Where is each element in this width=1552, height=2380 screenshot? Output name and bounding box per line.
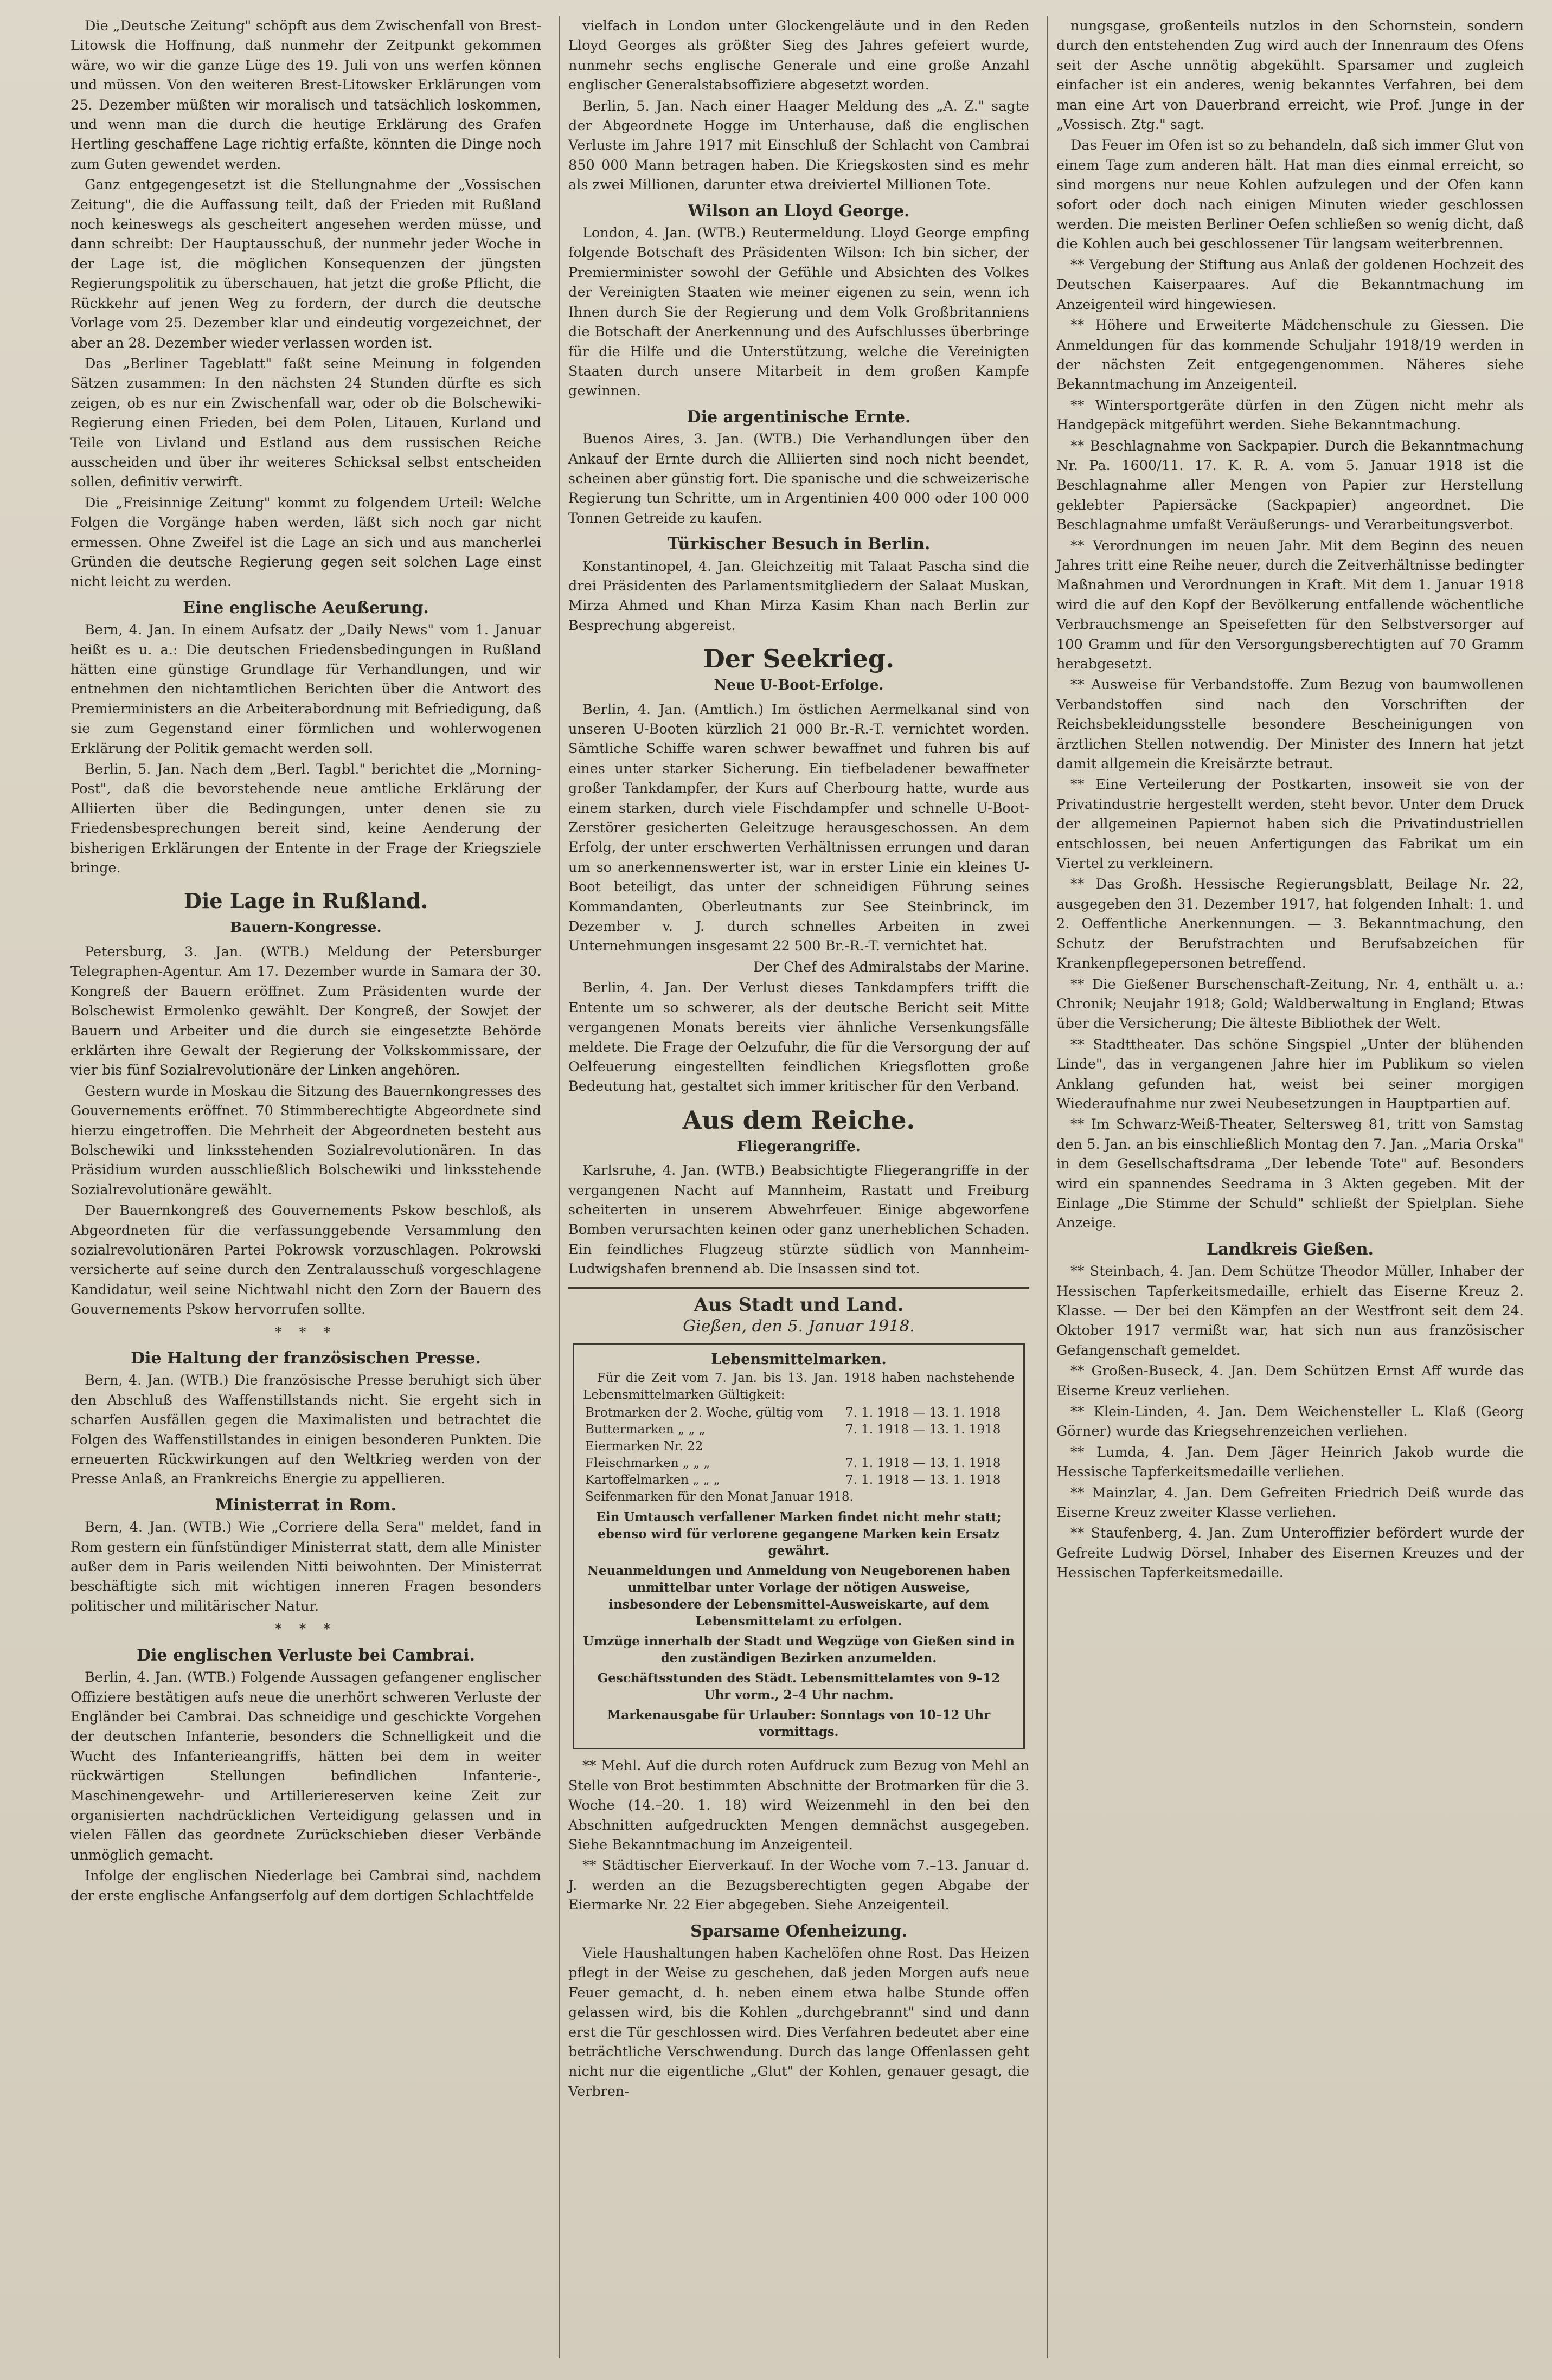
section-heading: Sparsame Ofenheizung. xyxy=(690,1921,907,1941)
article-paragraph: ** Verordnungen im neuen Jahr. Mit dem Beginn des neuen Jahres tritt eine Reihe neuer, durch die Zeitverhältnisse bedingter Maßnahmen und Verordnungen in Kraft. Mit dem 1. Januar 1918 wird die auf den Kopf der Bevölkerung entfallende wöchentliche Verbrauchsmenge an Speisefetten für den Selbstversorger auf 100 Gramm und für den Versorgungsberechtigten auf 70 Gramm herabgesetzt. xyxy=(1056,537,1524,672)
article-paragraph: ** Städtischer Eierverkauf. In der Woche vom 7.–13. Januar d. J. werden an die Bezugsberechtigten gegen Abgabe der Eiermarke Nr. 22 Eier abgegeben. Siehe Anzeigenteil. xyxy=(568,1857,1029,1914)
article-paragraph: ** Ausweise für Verbandstoffe. Zum Bezug von baumwollenen Verbandstoffen sind nach den Vorschriften der Reichsbekleidungsstelle besondere Bescheinigungen von ärztlichen Stellen notwendig. Der Minister des Innern hat jetzt damit allgemein die Kreisärzte betraut. xyxy=(1056,677,1524,773)
section-heading: Die Haltung der französischen Presse. xyxy=(131,1349,481,1368)
table-row xyxy=(583,1455,1015,1472)
separator-stars: * * * xyxy=(274,1621,337,1638)
table-row xyxy=(583,1405,1015,1421)
section-subheading: Fliegerangriffe. xyxy=(737,1138,861,1155)
article-paragraph: Das „Berliner Tageblatt" faßt seine Meinung in folgenden Sätzen zusammen: In den nächsten 24 Stunden dürfte es sich zeigen, ob es nur ein Zwischenfall war, oder ob die Bolschewiki-Regierung einen Frieden, bei dem Polen, Litauen, Kurland und Teile von Livland und Estland aus dem russischen Reiche ausscheiden und über ihr weiteres Schicksal selbst entscheiden sollen, definitiv verwirft. xyxy=(70,355,541,491)
column-1 xyxy=(70,16,548,2358)
article-signature: Der Chef des Admiralstabs der Marine. xyxy=(753,959,1029,975)
section-heading: Die argentinische Ernte. xyxy=(687,407,911,427)
table-row xyxy=(583,1438,1015,1455)
article-paragraph: Viele Haushaltungen haben Kachelöfen ohne Rost. Das Heizen pflegt in der Weise zu geschehen, daß jeden Morgen aufs neue Feuer gemacht, d. h. neben einem etwa halbe Stunde offen gelassen wird, bis die Kohlen „durchgebrannt" sind und dann erst die Tür geschlossen wird. Dies Verfahren bedeutet aber eine beträchtliche Verschwendung. Durch das lange Offenlassen geht nicht nur die eigentliche „Glut" der Kohlen, genauer gesagt, die Verbren- xyxy=(568,1945,1029,2100)
section-heading: Landkreis Gießen. xyxy=(1207,1239,1374,1259)
table-cell: Kartoffelmarken „ „ „ xyxy=(585,1473,720,1488)
article-paragraph: Gestern wurde in Moskau die Sitzung des Bauernkongresses des Gouvernements eröffnet. 70 Stimmberechtigte Abgeordnete sind hierzu eingetroffen. Die Mehrheit der Abgeordneten besteht aus Bolschewiki und linksstehenden Sozialrevolutionären. In das Präsidium wurden ausschließlich Bolschewiki und linksstehende Sozialrevolutionäre gewählt. xyxy=(70,1083,541,1198)
article-paragraph: Berlin, 4. Jan. (Amtlich.) Im östlichen Aermelkanal sind von unseren U-Booten kürzlich 21 000 Br.-R.-T. vernichtet worden. Sämtliche Schiffe waren schwer bewaffnet und fuhren bis auf eines unter starker Sicherung. Ein tiefbeladener bewaffneter großer Tankdampfer, der Kurs auf Cherbourg hatte, wurde aus einem starken, durch viele Fischdampfer und schnelle U-Boot-Zerstörer gesicherten Geleitzuge herausgeschossen. An dem Erfolg, der unter erschwerten Verhältnissen errungen und daran um so anerkennenswerter ist, war in erster Linie ein kleines U-Boot beteiligt, das unter der schneidigen Führung seines Kommandanten, Oberleutnants zur See Steinbrinck, im Dezember v. J. durch schnelles Arbeiten in zwei Unternehmungen insgesamt 22 500 Br.-R.-T. vernichtet hat. xyxy=(568,701,1029,955)
section-subheading: Neue U-Boot-Erfolge. xyxy=(714,677,884,694)
table-cell: Fleischmarken „ „ „ xyxy=(585,1456,710,1471)
article-paragraph: Die „Deutsche Zeitung" schöpft aus dem Zwischenfall von Brest-Litowsk die Hoffnung, daß nunmehr der Zeitpunkt gekommen wäre, wo wir die ganze Lüge des 19. Juli von uns werfen können und müssen. Von den weiteren Brest-Litowsker Erklärungen vom 25. Dezember müßten wir moralisch und tatsächlich loskommen, und wenn man die durch die heutige Erklärung des Grafen Hertling geschaffene Lage richtig erfaßte, könnten die Dinge noch zum Guten gewendet werden. xyxy=(70,18,541,172)
article-paragraph: Bern, 4. Jan. In einem Aufsatz der „Daily News" vom 1. Januar heißt es u. a.: Die deutschen Friedensbedingungen in Rußland hätten eine günstige Grundlage für Verhandlungen, und wir entnehmen den nichtamtlichen Berichten über die Antwort des Premierministers an die Arbeiterabordnung mit Befriedigung, daß sie zum Gegenstand einer förmlichen und wohlerwogenen Erklärung der Politik gemacht werden soll. xyxy=(70,622,541,757)
article-paragraph: Bern, 4. Jan. (WTB.) Die französische Presse beruhigt sich über den Abschluß des Waffenstillstands nicht. Sie ergeht sich in scharfen Ausfällen gegen die Maximalisten und betrachtet die Folgen des Waffenstillstandes in einigen besonderen Punkten. Die erneuerten Rückwirkungen auf den Weltkrieg werden von der Presse Anlaß, an Frankreichs Energie zu appellieren. xyxy=(70,1372,541,1488)
column-3 xyxy=(1047,16,1524,2358)
section-heading: Die englischen Verluste bei Cambrai. xyxy=(137,1645,475,1665)
article-paragraph: London, 4. Jan. (WTB.) Reutermeldung. Lloyd George empfing folgende Botschaft des Präsidenten Wilson: Ich bin sicher, der Premierminister sowohl der Gefühle und Absichten des Volkes der Vereinigten Staaten wie meiner eigenen zu sein, wenn ich Ihnen durch Sie der Regierung und dem Volk Großbritanniens die Botschaft der Anerkennung und des Aufschlusses überbringe für die Hilfe und die Unterstützung, welche die Vereinigten Staaten durch unsere Mitarbeit in dem großen Kampfe gewinnen. xyxy=(568,225,1029,400)
section-heading: Eine englische Aeußerung. xyxy=(183,598,429,617)
section-heading: Die Lage in Rußland. xyxy=(184,889,428,914)
article-paragraph: ** Staufenberg, 4. Jan. Zum Unteroffizier befördert wurde der Gefreite Ludwig Dörsel, Inhaber des Eisernen Kreuzes und der Hessischen Tapferkeitsmedaille. xyxy=(1056,1525,1524,1581)
table-cell xyxy=(843,1438,1015,1455)
table-cell: 7. 1. 1918 — 13. 1. 1918 xyxy=(845,1473,1001,1488)
table-row xyxy=(583,1421,1015,1438)
article-paragraph: ** Höhere und Erweiterte Mädchenschule zu Giessen. Die Anmeldungen für das kommende Schuljahr 1918/19 werden in der nächsten Zeit entgegengenommen. Näheres siehe Bekanntmachung im Anzeigenteil. xyxy=(1056,317,1524,393)
article-paragraph: ** Das Großh. Hessische Regierungsblatt, Beilage Nr. 22, ausgegeben den 31. Dezember 1917, hat folgenden Inhalt: 1. und 2. Oeffentliche Anerkennungen. — 3. Bekanntmachung, den Schutz der Berufstrachten und Berufsabzeichen für Krankenpflegepersonen betreffend. xyxy=(1056,876,1524,972)
article-paragraph: ** Mainzlar, 4. Jan. Dem Gefreiten Friedrich Deiß wurde das Eiserne Kreuz zweiter Klasse verliehen. xyxy=(1056,1484,1524,1521)
section-heading: Wilson an Lloyd George. xyxy=(688,201,910,221)
article-paragraph: Konstantinopel, 4. Jan. Gleichzeitig mit Talaat Pascha sind die drei Präsidenten des Parlamentsmitgliedern der Salaat Muskan, Mirza Ahmed und Khan Mirza Kasim Khan nach Berlin zur Besprechung abgereist. xyxy=(568,558,1029,634)
table-cell: 7. 1. 1918 — 13. 1. 1918 xyxy=(845,1423,1001,1437)
article-paragraph: Bern, 4. Jan. (WTB.) Wie „Corriere della Sera" meldet, fand in Rom gestern ein fünfstündiger Ministerrat statt, dem alle Minister außer dem in Paris weilenden Nitti beiwohnten. Der Ministerrat beschäftigte sich mit wichtigen inneren Fragen besonders politischer und militärischer Natur. xyxy=(70,1519,541,1614)
article-paragraph: Infolge der englischen Niederlage bei Cambrai sind, nachdem der erste englische Anfangserfolg auf dem dortigen Schlachtfelde xyxy=(70,1868,541,1904)
box-note: Geschäftsstunden des Städt. Lebensmittelamtes von 9–12 Uhr vorm., 2–4 Uhr nachm. xyxy=(597,1671,1001,1703)
article-paragraph: Buenos Aires, 3. Jan. (WTB.) Die Verhandlungen über den Ankauf der Ernte durch die Alliierten sind noch nicht beendet, scheinen aber günstig fort. Die spanische und die schweizerische Regierung tun Schritte, um in Argentinien 400 000 oder 100 000 Tonnen Getreide zu kaufen. xyxy=(568,431,1029,526)
ration-notice-box xyxy=(573,1343,1025,1749)
box-note: Neuanmeldungen und Anmeldung von Neugeborenen haben unmittelbar unter Vorlage der nötigen Ausweise, insbesondere der Lebensmittel-Ausweiskarte, auf dem Lebensmittelamt zu erfolgen. xyxy=(587,1564,1010,1629)
article-paragraph: ** Die Gießener Burschenschaft-Zeitung, Nr. 4, enthält u. a.: Chronik; Neujahr 1918; Gold; Waldberwaltung in England; Etwas über die Versicherung; Die älteste Bibliothek der Welt. xyxy=(1056,976,1524,1032)
article-paragraph: Petersburg, 3. Jan. (WTB.) Meldung der Petersburger Telegraphen-Agentur. Am 17. Dezember wurde in Samara der 30. Kongreß der Bauern eröffnet. Zum Präsidenten wurde der Bolschewist Ermolenko gewählt. Der Kongreß, der Sowjet der Bauern und Arbeiter und die durch sie eingesetzte Behörde erklärten ihre Gewalt der Regierung der Volkskommissare, der vier bis fünf Sozialrevolutionäre der Linken angehören. xyxy=(70,943,541,1079)
section-heading: Ministerrat in Rom. xyxy=(215,1495,396,1515)
article-paragraph: vielfach in London unter Glockengeläute und in den Reden Lloyd Georges als größter Sieg des Jahres gefeiert wurde, nunmehr sechs englische Generale und eine große Anzahl englischer Generalstabsoffiziere abgesetzt worden. xyxy=(568,18,1029,94)
table-cell: Buttermarken „ „ „ xyxy=(585,1423,706,1437)
table-cell: Seifenmarken für den Monat Januar 1918. xyxy=(585,1490,854,1504)
article-paragraph: ** Eine Verteilerung der Postkarten, insoweit sie von der Privatindustrie hergestellt werden, steht bevor. Unter dem Druck der allgemeinen Papiernot haben sich die Privatindustriellen entschlossen, bei neuen Anfertigungen das Fabrikat um ein Viertel zu verkleinern. xyxy=(1056,776,1524,872)
article-paragraph: ** Mehl. Auf die durch roten Aufdruck zum Bezug von Mehl an Stelle von Brot bestimmten Abschnitte der Brotmarken für die 3. Woche (14.–20. 1. 18) wird Weizenmehl in den bei den Abschnitten aufgedruckten Mengen demnächst ausgegeben. Siehe Bekanntmachung im Anzeigenteil. xyxy=(568,1758,1029,1853)
box-note: Markenausgabe für Urlauber: Sonntags von 10–12 Uhr vormittags. xyxy=(607,1708,991,1740)
article-paragraph: Die „Freisinnige Zeitung" kommt zu folgendem Urteil: Welche Folgen die Vorgänge haben werden, läßt sich noch gar nicht ermessen. Ohne Zweifel ist die Lage an sich und aus mancherlei Gründen die deutsche Regierung gegen seit solchen Lage einst nicht leicht zu werden. xyxy=(70,494,541,590)
table-cell: 7. 1. 1918 — 13. 1. 1918 xyxy=(845,1456,1001,1471)
ration-table xyxy=(583,1405,1015,1506)
article-paragraph: ** Großen-Buseck, 4. Jan. Dem Schützen Ernst Aff wurde das Eiserne Kreuz verliehen. xyxy=(1056,1363,1524,1399)
table-row xyxy=(583,1472,1015,1489)
article-paragraph: ** Wintersportgeräte dürfen in den Zügen nicht mehr als Handgepäck mitgeführt werden. Siehe Bekanntmachung. xyxy=(1056,397,1524,434)
article-paragraph: Berlin, 4. Jan. (WTB.) Folgende Aussagen gefangener englischer Offiziere bestätigen aufs neue die unerhört schweren Verluste der Engländer bei Cambrai. Das schneidige und geschickte Vorgehen der deutschen Infanterie, besonders die Schnelligkeit und die Wucht des Infanterieangriffs, hätten bei dem in weiter rückwärtigen Stellungen befindlichen Infanterie-, Maschinengewehr- und Artilleriereserven keine Zeit zur organisierten nachdrücklichen Verteidigung gelassen und in vielen Fällen das geordnete Zurückschieben dieser Verbände unmöglich gemacht. xyxy=(70,1669,541,1863)
article-paragraph: ** Stadttheater. Das schöne Singspiel „Unter der blühenden Linde", das in vergangenen Jahre hier im Publikum so vielen Anklang gefunden hat, weist bei seiner morgigen Wiederaufnahme nur zwei Neubesetzungen in Hauptpartien auf. xyxy=(1056,1036,1524,1112)
section-heading: Aus dem Reiche. xyxy=(682,1105,915,1135)
article-paragraph: Das Feuer im Ofen ist so zu behandeln, daß sich immer Glut von einem Tage zum anderen hält. Hat man dies einmal erreicht, so sind morgens nur neue Kohlen aufzulegen und der Ofen kann sofort oder doch nach einigen Minuten wieder geschlossen werden. Die meisten Berliner Oefen schließen so wenig dicht, daß die Kohlen auch bei geschlossener Tür langsam weiterbrennen. xyxy=(1056,137,1524,253)
dateline: Gießen, den 5. Januar 1918. xyxy=(683,1316,915,1336)
box-note: Ein Umtausch verfallener Marken findet nicht mehr statt; ebenso wird für verlorene gegangene Marken kein Ersatz gewährt. xyxy=(596,1510,1002,1559)
section-subheading: Bauern-Kongresse. xyxy=(230,919,382,936)
separator-stars: * * * xyxy=(274,1324,337,1341)
article-paragraph: Karlsruhe, 4. Jan. (WTB.) Beabsichtigte Fliegerangriffe in der vergangenen Nacht auf Mannheim, Rastatt und Freiburg scheiterten in unserem Abwehrfeuer. Einige abgeworfene Bomben verursachten keinen oder ganz unerheblichen Schaden. Ein feindliches Flugzeug stürzte südlich von Mannheim-Ludwigshafen brennend ab. Die Insassen sind tot. xyxy=(568,1162,1029,1278)
article-paragraph: ** Im Schwarz-Weiß-Theater, Seltersweg 81, tritt von Samstag den 5. Jan. an bis einschließlich Montag den 7. Jan. „Maria Orska" in dem Gesellschaftsdrama „Der lebende Tote" auf. Besonders wird ein spannendes Seedrama in 3 Akten gegeben. Mit der Einlage „Die Stimme der Schuld" schließt der Spielplan. Siehe Anzeige. xyxy=(1056,1116,1524,1232)
article-paragraph: nungsgase, großenteils nutzlos in den Schornstein, sondern durch den entstehenden Zug wird auch der Innenraum des Ofens seit der Asche unnötig abgekühlt. Sparsamer und zugleich einfacher ist ein anderes, wenig bekanntes Verfahren, bei dem man eine Art von Dauerbrand erreicht, wie Prof. Junge in der „Vossisch. Ztg." sagt. xyxy=(1056,18,1524,133)
table-cell: 7. 1. 1918 — 13. 1. 1918 xyxy=(845,1406,1001,1420)
article-paragraph: ** Klein-Linden, 4. Jan. Dem Weichensteller L. Klaß (Georg Görner) wurde das Kriegsehrenzeichen verliehen. xyxy=(1056,1404,1524,1440)
article-paragraph: Ganz entgegengesetzt ist die Stellungnahme der „Vossischen Zeitung", die die Auffassung teilt, daß der Frieden mit Rußland noch keineswegs als gescheitert angesehen werden müsse, und dann schreibt: Der Hauptausschuß, der nunmehr jeder Woche in der Lage ist, die möglichen Konsequenzen der jüngsten Regierungspolitik zu überschauen, hat jetzt die große Pflicht, die Rückkehr auf jenen Weg zu fordern, der durch die deutsche Vorlage vom 25. Dezember klar und eindeutig vorgezeichnet, der aber an 28. Dezember wieder verlassen worden ist. xyxy=(70,177,541,351)
article-paragraph: Berlin, 5. Jan. Nach dem „Berl. Tagbl." berichtet die „Morning-Post", daß die bevorstehende neue amtliche Erklärung der Alliierten über die Bedingungen, unter denen sie zu Friedensbesprechungen bereit sind, keine Aenderung der bisherigen Erklärungen der Entente in der Frage der Kriegsziele bringe. xyxy=(70,761,541,877)
section-heading: Der Seekrieg. xyxy=(703,644,895,674)
article-paragraph: Der Bauernkongreß des Gouvernements Pskow beschloß, als Abgeordneten für die verfassunggebende Versammlung den sozialrevolutionären Partei Pokrowsk vorzuschlagen. Pokrowski versicherte auf seine durch den Zentralausschuß vorgeschlagene Kandidatur, weil seine Nichtwahl nicht den Zorn der Bauern des Gouvernements Pskow hervorrufen sollte. xyxy=(70,1202,541,1318)
box-title: Lebensmittelmarken. xyxy=(711,1351,887,1368)
column-2 xyxy=(559,16,1036,2358)
article-paragraph: ** Lumda, 4. Jan. Dem Jäger Heinrich Jakob wurde die Hessische Tapferkeitsmedaille verliehen. xyxy=(1056,1444,1524,1481)
box-intro: Für die Zeit vom 7. Jan. bis 13. Jan. 1918 haben nachstehende Lebensmittelmarken Gültigkeit: xyxy=(583,1371,1015,1403)
box-note: Umzüge innerhalb der Stadt und Wegzüge von Gießen sind in den zuständigen Bezirken anzumelden. xyxy=(583,1634,1015,1666)
article-paragraph: Berlin, 4. Jan. Der Verlust dieses Tankdampfers trifft die Entente um so schwerer, als der deutsche Bericht seit Mitte vergangenen Monats bereits vier ähnliche Versenkungsfälle meldete. Die Frage der Oelzufuhr, die für die Versorgung der auf Oelfeuerung eingestellten feindlichen Kriegsflotten große Bedeutung hat, gestaltet sich immer kritischer für den Verband. xyxy=(568,980,1029,1095)
table-cell: Brotmarken der 2. Woche, gültig vom xyxy=(585,1406,824,1420)
table-row xyxy=(583,1489,1015,1506)
article-paragraph: Berlin, 5. Jan. Nach einer Haager Meldung des „A. Z." sagte der Abgeordnete Hogge im Unterhause, daß die englischen Verluste im Jahre 1917 mit Einschluß der Schlacht von Cambrai 850 000 Mann betragen haben. Die Kriegskosten sind es mehr als zwei Millionen, darunter etwa dreiviertel Millionen Tote. xyxy=(568,98,1029,194)
double-rule xyxy=(568,1287,1029,1289)
article-paragraph: ** Steinbach, 4. Jan. Dem Schütze Theodor Müller, Inhaber der Hessischen Tapferkeitsmedaille, erhielt das Eiserne Kreuz 2. Klasse. — Der bei den Kämpfen an der Westfront seit dem 24. Oktober 1917 vermißt war, hat sich nun aus französischer Gefangenschaft gemeldet. xyxy=(1056,1263,1524,1359)
article-paragraph: ** Vergebung der Stiftung aus Anlaß der goldenen Hochzeit des Deutschen Kaiserpaares. Auf die Bekanntmachung im Anzeigenteil wird hingewiesen. xyxy=(1056,256,1524,313)
section-heading: Türkischer Besuch in Berlin. xyxy=(667,535,931,554)
table-cell: Eiermarken Nr. 22 xyxy=(585,1439,703,1454)
article-paragraph: ** Beschlagnahme von Sackpapier. Durch die Bekanntmachung Nr. Pa. 1600/11. 17. K. R. A. vom 5. Januar 1918 ist die Beschlagnahme aller Mengen von Papier zur Herstellung geklebter Papiersäcke (Sackpapier) angeordnet. Die Beschlagnahme umfaßt Veräußerungs- und Verarbeitungsverbot. xyxy=(1056,438,1524,533)
section-heading: Aus Stadt und Land. xyxy=(694,1294,904,1316)
